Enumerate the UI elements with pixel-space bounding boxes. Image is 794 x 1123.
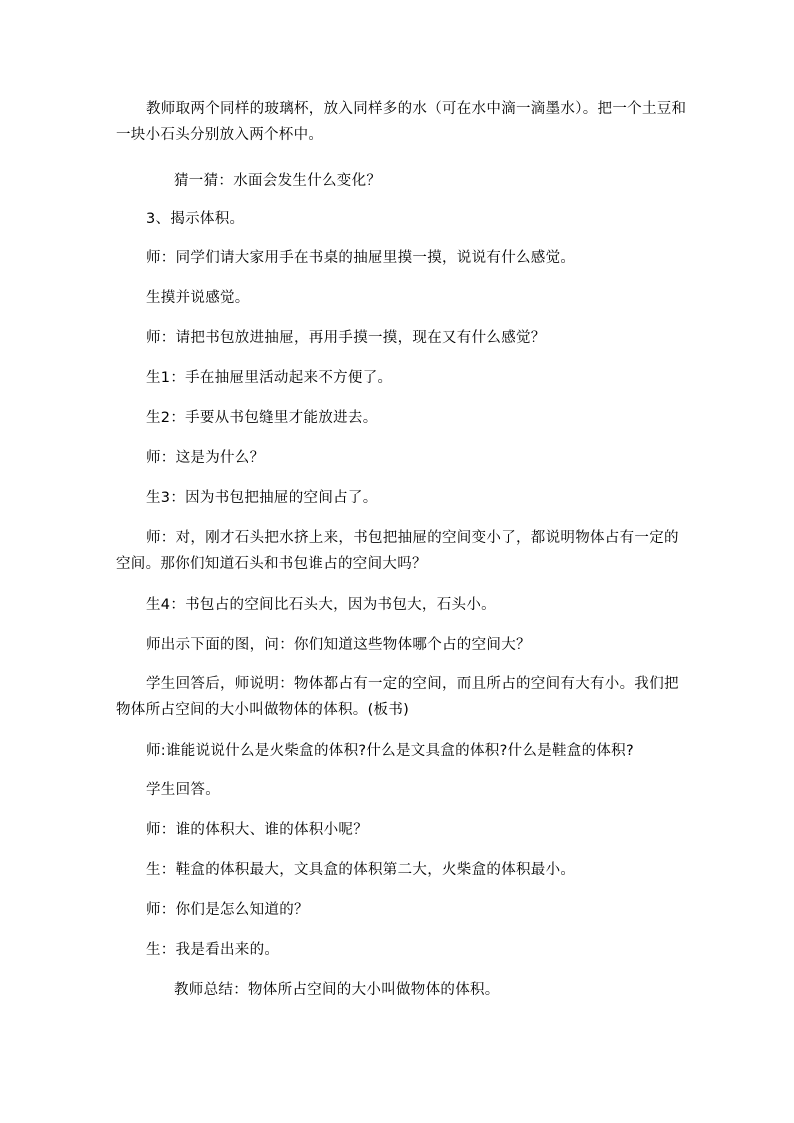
paragraph-student-saw: 生：我是看出来的。 xyxy=(146,942,280,958)
paragraph-teacher-boxes: 师:谁能说说什么是火柴盒的体积?什么是文具盒的体积?什么是鞋盒的体积? xyxy=(146,743,634,759)
paragraph-teacher-compare: 师：谁的体积大、谁的体积小呢？ xyxy=(146,822,368,838)
paragraph-student-3: 生3：因为书包把抽屉的空间占了。 xyxy=(146,490,378,506)
paragraph-teacher-picture: 师出示下面的图，问：你们知道这些物体哪个占的空间大？ xyxy=(146,637,531,653)
paragraph-students-feel: 生摸并说感觉。 xyxy=(146,290,250,306)
paragraph-glass-experiment: 教师取两个同样的玻璃杯，放入同样多的水（可在水中滴一滴墨水）。把一个土豆和一块小石头分别放入两个杯中。 xyxy=(116,101,687,143)
paragraph-student-2: 生2：手要从书包缝里才能放进去。 xyxy=(146,410,378,426)
paragraph-teacher-drawer: 师：同学们请大家用手在书桌的抽屉里摸一摸，说说有什么感觉。 xyxy=(146,250,576,266)
paragraph-student-4: 生4：书包占的空间比石头大，因为书包大，石头小。 xyxy=(146,597,496,613)
paragraph-teacher-bag: 师：请把书包放进抽屉，再用手摸一摸，现在又有什么感觉？ xyxy=(146,330,546,346)
paragraph-students-answer: 学生回答。 xyxy=(146,782,220,798)
paragraph-student-compare: 生：鞋盒的体积最大，文具盒的体积第二大，火柴盒的体积最小。 xyxy=(146,862,576,878)
paragraph-teacher-why: 师：这是为什么？ xyxy=(146,450,265,466)
paragraph-guess: 猜一猜：水面会发生什么变化？ xyxy=(174,173,382,189)
paragraph-student-1: 生1：手在抽屉里活动起来不方便了。 xyxy=(146,370,393,386)
section-heading-reveal-volume: 3、揭示体积。 xyxy=(146,211,245,227)
paragraph-teacher-how: 师：你们是怎么知道的？ xyxy=(146,902,309,918)
paragraph-definition-explained: 学生回答后，师说明：物体都占有一定的空间，而且所占的空间有大有小。我们把物体所占空间的大小叫做物体的体积。(板书) xyxy=(116,676,679,718)
paragraph-teacher-space: 师：对，刚才石头把水挤上来，书包把抽屉的空间变小了，都说明物体占有一定的空间。那你们知道石头和书包谁占的空间大吗？ xyxy=(116,530,679,572)
paragraph-teacher-summary: 教师总结：物体所占空间的大小叫做物体的体积。 xyxy=(174,982,500,998)
